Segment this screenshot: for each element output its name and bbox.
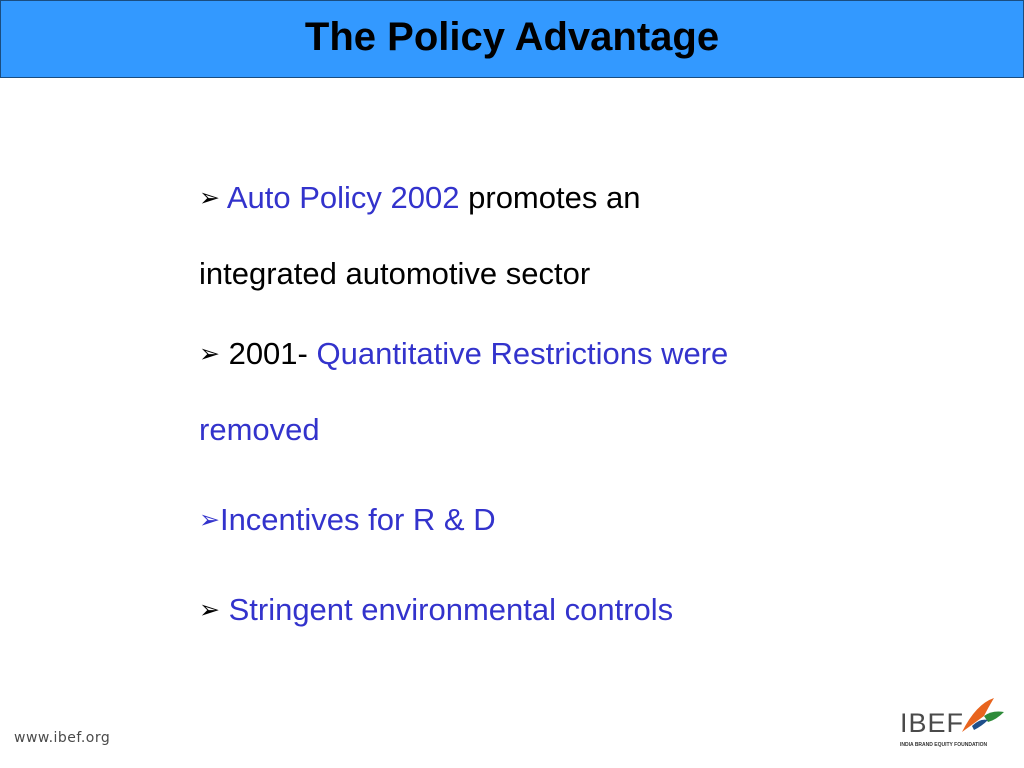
footer-url: www.ibef.org bbox=[14, 730, 111, 746]
bird-logo-icon bbox=[958, 696, 1008, 736]
bullet-item-auto-policy bbox=[199, 160, 919, 236]
bullet-highlight: Incentives for R & D bbox=[219, 502, 496, 537]
bullet-item-restrictions-continued bbox=[199, 392, 919, 468]
bullet-highlight: removed bbox=[199, 412, 320, 447]
bullet-text: promotes an bbox=[459, 180, 641, 215]
bullet-item-restrictions bbox=[199, 316, 919, 392]
bullet-item-auto-policy-continued bbox=[199, 236, 919, 312]
arrow-bullet-icon: ➢ bbox=[199, 339, 220, 368]
logo-subtitle: INDIA BRAND EQUITY FOUNDATION bbox=[900, 742, 988, 748]
bullet-highlight: Stringent environmental controls bbox=[228, 592, 674, 627]
bullet-highlight: Quantitative Restrictions were bbox=[316, 336, 729, 371]
bullet-text: integrated automotive sector bbox=[199, 256, 591, 291]
logo-text: IBEF bbox=[900, 708, 965, 738]
bullet-item-incentives bbox=[199, 482, 919, 558]
ibef-logo bbox=[894, 696, 1014, 756]
title-bar bbox=[0, 0, 1024, 78]
bullet-item-environment bbox=[199, 572, 919, 648]
bullet-highlight: Auto Policy 2002 bbox=[226, 180, 460, 215]
arrow-bullet-icon: ➢ bbox=[199, 595, 220, 624]
arrow-bullet-icon: ➢ bbox=[199, 183, 220, 212]
bullet-text: 2001- bbox=[228, 336, 317, 371]
arrow-bullet-icon: ➢ bbox=[199, 505, 220, 534]
bullet-list bbox=[199, 160, 919, 648]
slide-title: The Policy Advantage bbox=[304, 14, 720, 59]
